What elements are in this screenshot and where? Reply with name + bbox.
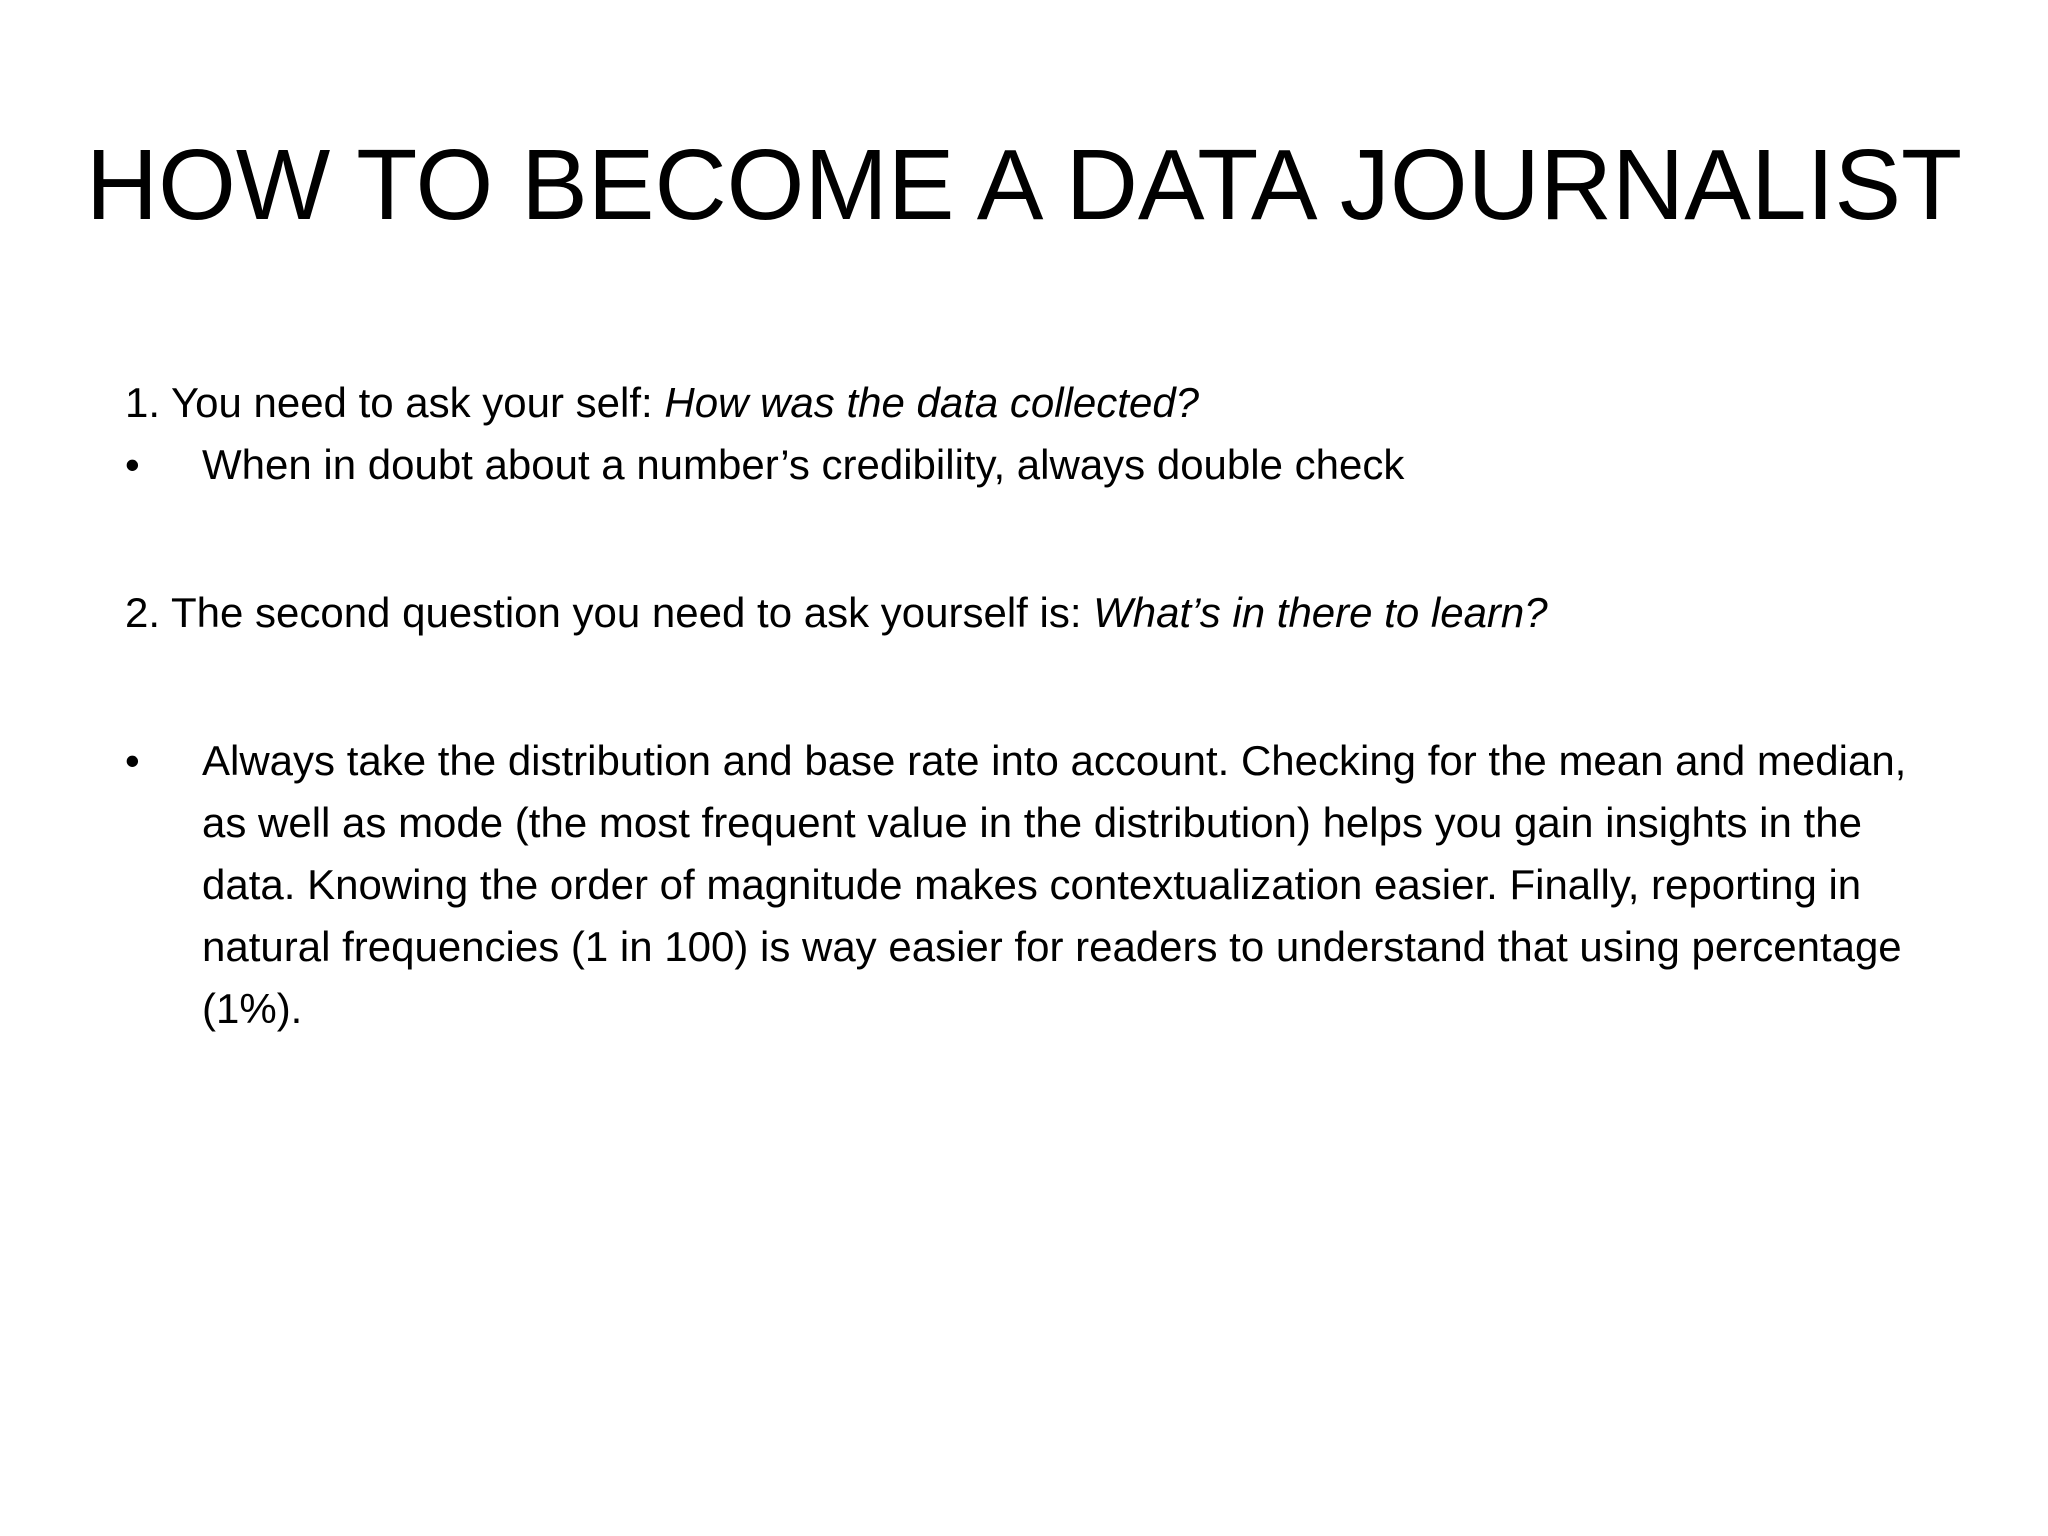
point-2-prefix: 2. The second question you need to ask yourself is: [125, 589, 1094, 636]
slide-content [125, 372, 1945, 1040]
bullet-2 [125, 730, 1945, 1040]
bullet-2-text: Always take the distribution and base rate into account. Checking for the mean and median, as well as mode (the most frequent value in the distribution) helps you gain insights in the data. Knowing the order of magnitude makes contextualization easier. Finally, reporting in natural frequencies (1 in 100) is way easier for readers to understand that using percentage (1%). [202, 737, 1907, 1032]
bullet-1 [125, 434, 1945, 496]
point-1-question: How was the data collected? [664, 379, 1200, 426]
point-1 [125, 372, 1945, 434]
point-2 [125, 582, 1945, 644]
spacer [125, 644, 1945, 730]
bullet-1-marker: • [125, 441, 140, 488]
point-1-prefix: 1. You need to ask your self: [125, 379, 665, 426]
slide-title: HOW TO BECOME A DATA JOURNALIST [85, 129, 1963, 241]
bullet-2-marker: • [125, 737, 140, 784]
point-2-question: What’s in there to learn? [1093, 589, 1548, 636]
bullet-1-text: When in doubt about a number’s credibility, always double check [202, 441, 1405, 488]
spacer [125, 496, 1945, 582]
